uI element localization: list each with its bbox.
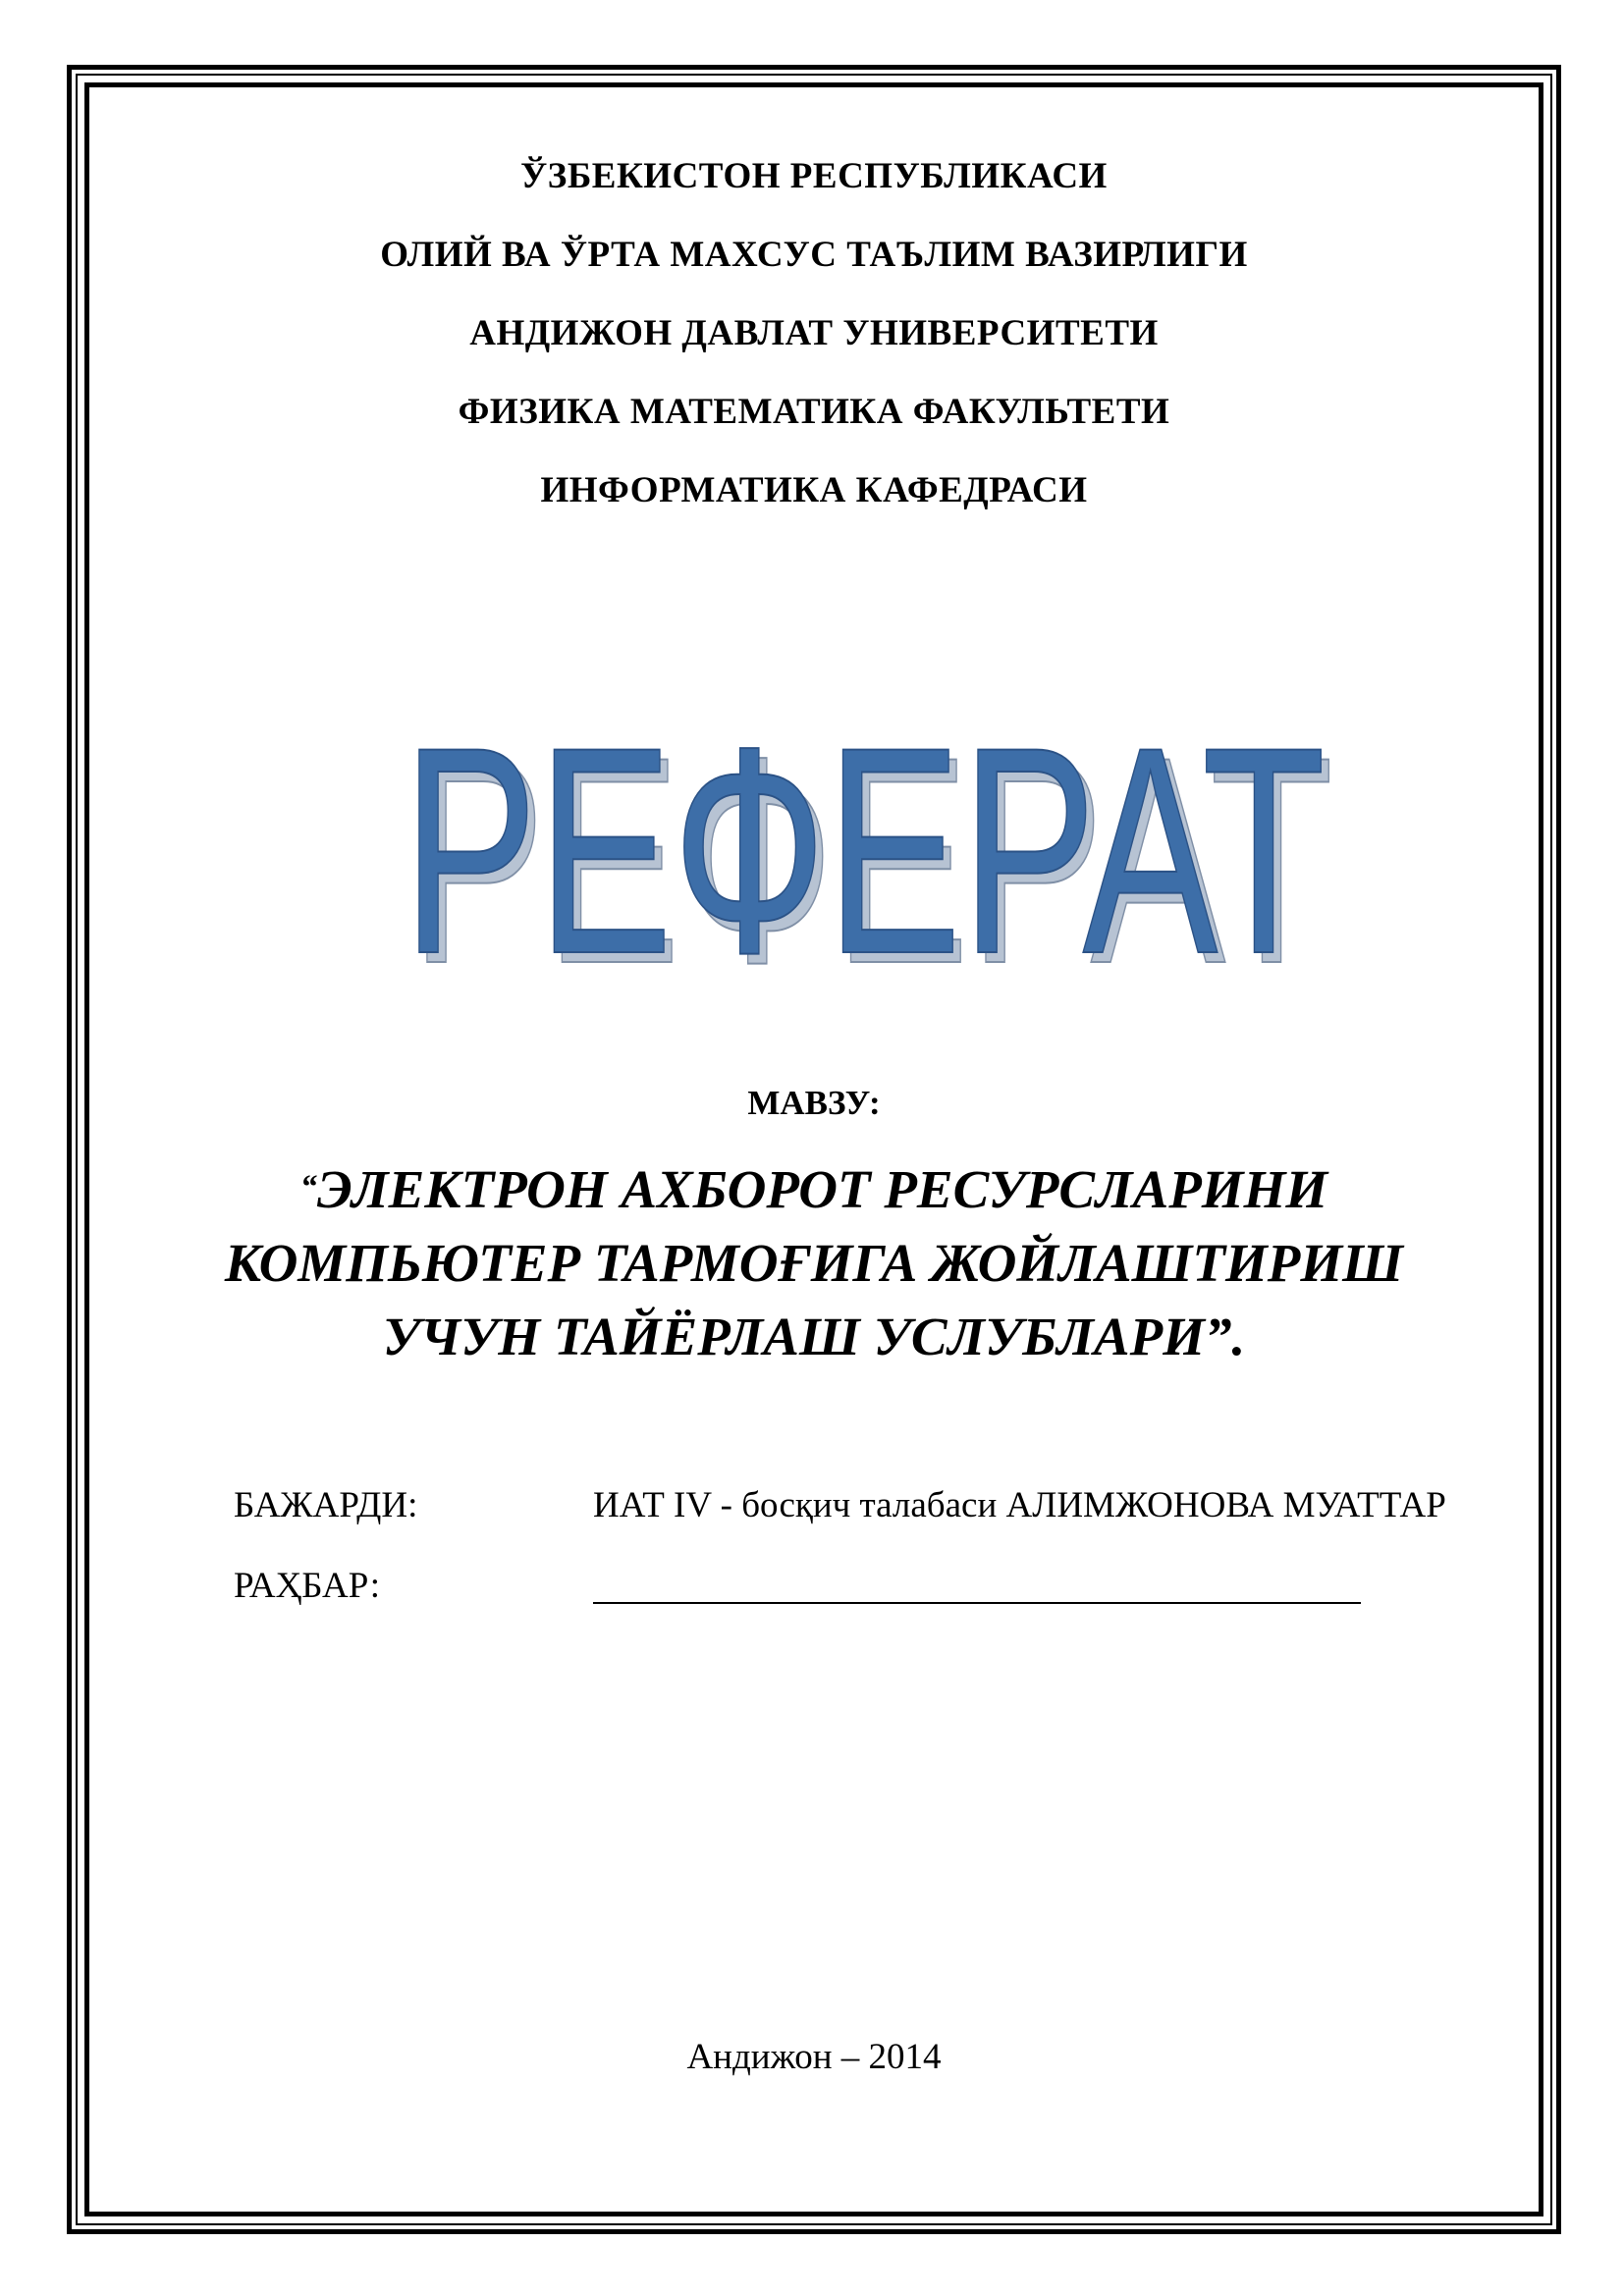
topic-line-1-text: ЭЛЕКТРОН АХБОРОТ РЕСУРСЛАРИНИ [316,1159,1328,1219]
header-republic: ЎЗБЕКИСТОН РЕСПУБЛИКАСИ [520,156,1108,196]
topic-label: МАВЗУ: [747,1084,881,1122]
supervisor-label: РАҲБАР: [234,1566,380,1606]
header-faculty: ФИЗИКА МАТЕМАТИКА ФАКУЛЬТЕТИ [458,392,1170,432]
topic-line-3: УЧУН ТАЙЁРЛАШ УСЛУБЛАРИ”. [382,1307,1246,1366]
header-university: АНДИЖОН ДАВЛАТ УНИВЕРСИТЕТИ [469,313,1159,353]
header-ministry: ОЛИЙ ВА ЎРТА МАХСУС ТАЪЛИМ ВАЗИРЛИГИ [380,235,1248,275]
performed-label: БАЖАРДИ: [234,1485,418,1525]
performed-value: ИАТ IV - босқич талабаси АЛИМЖОНОВА МУАТТАР [593,1485,1446,1525]
referat-title-shadow: РЕФЕРАТ [410,695,1333,991]
referat-title-text: РЕФЕРАТ [403,685,1326,991]
footer-city-year: Андижон – 2014 [686,2037,942,2077]
topic-line-1 [84,1158,1543,1220]
topic-open-quote: “ [299,1169,317,1205]
supervisor-signature-line [593,1602,1361,1604]
referat-title [373,677,1355,991]
header-department: ИНФОРМАТИКА КАФЕДРАСИ [540,470,1088,510]
topic-line-2: КОМПЬЮТЕР ТАРМОҒИГА ЖОЙЛАШТИРИШ [224,1233,1404,1293]
